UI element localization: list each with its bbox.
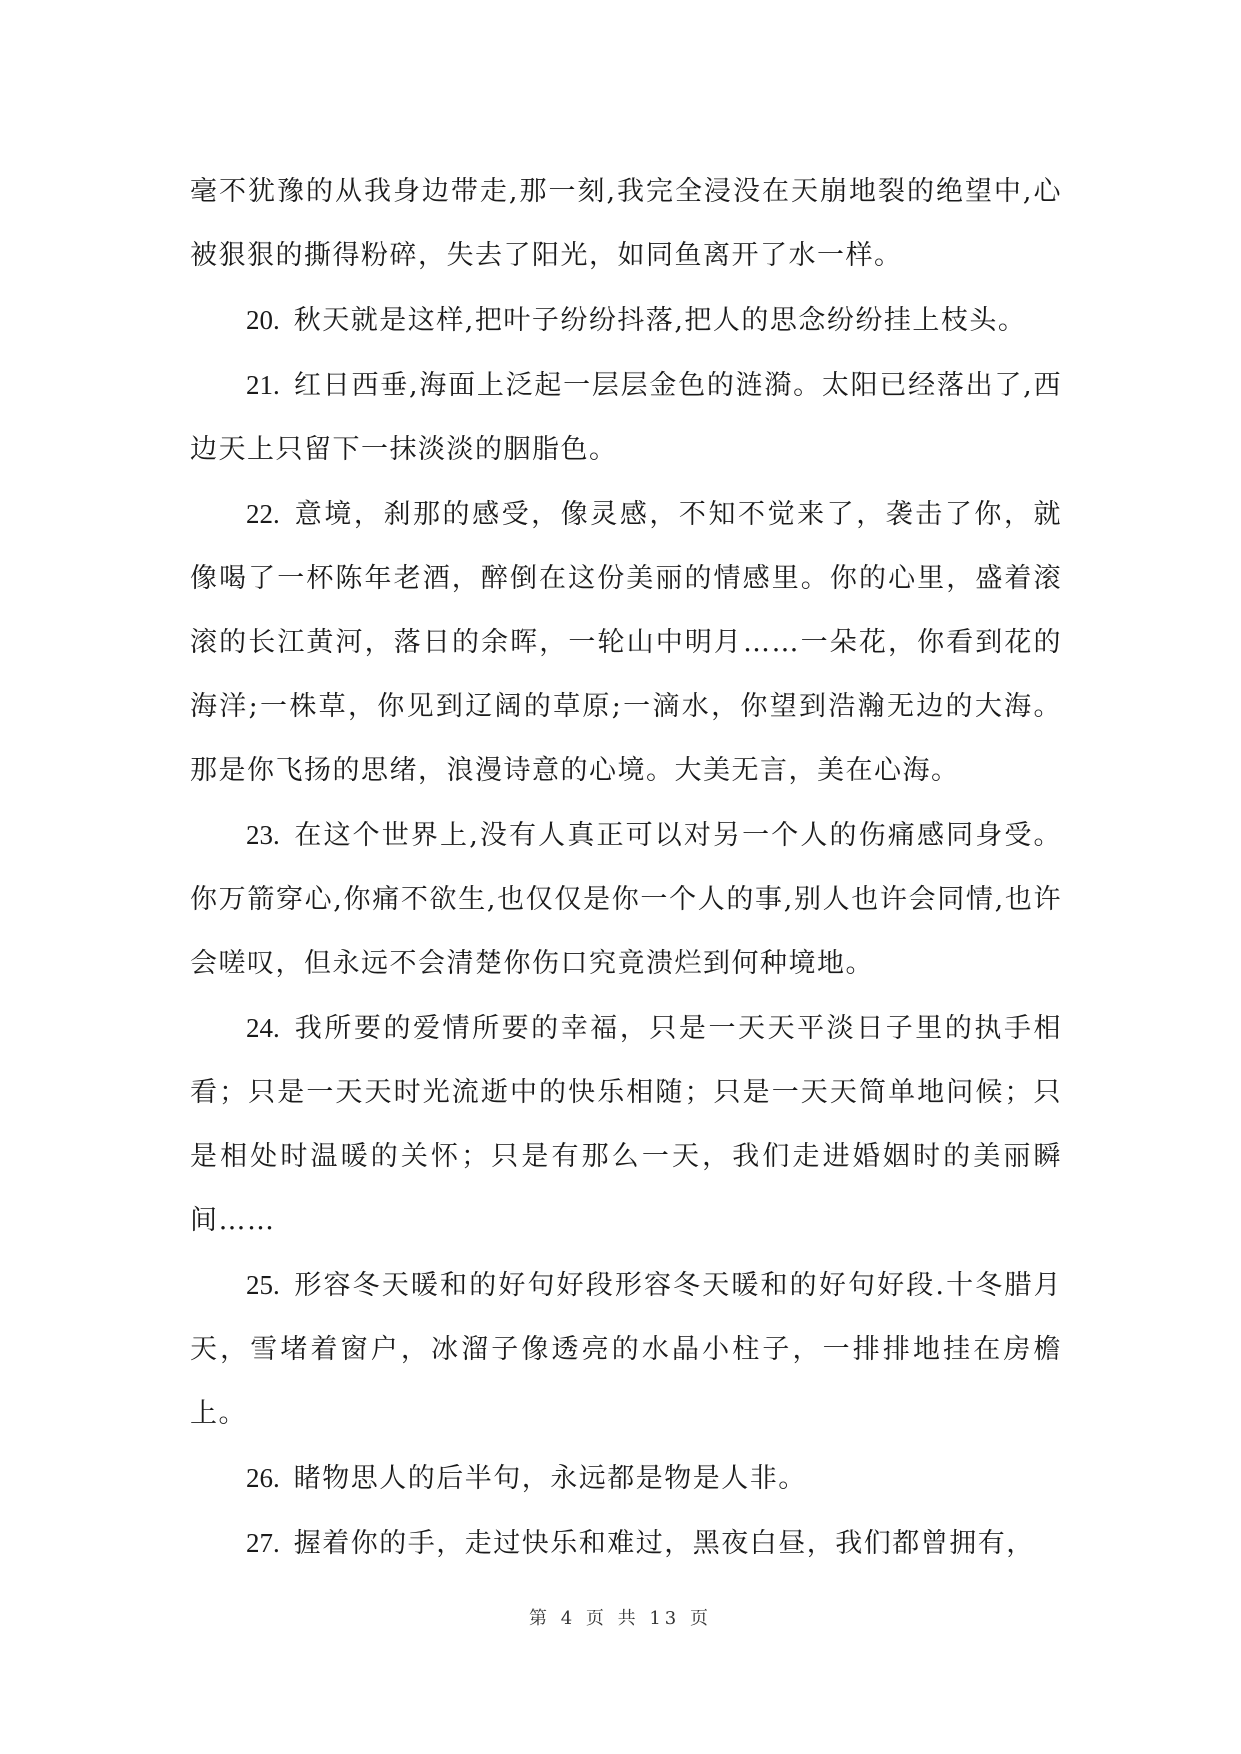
- paragraph-number: 23.: [246, 820, 280, 850]
- paragraph-number: 26.: [246, 1463, 280, 1493]
- paragraph-number: 27.: [246, 1528, 280, 1558]
- paragraph-text: 秋天就是这样,把叶子纷纷抖落,把人的思念纷纷挂上枝头。: [293, 305, 1027, 336]
- paragraph-text: 形容冬天暖和的好句好段形容冬天暖和的好句好段.十冬腊月天，雪堵着窗户，冰溜子像透亮的水晶小柱子，一排排地挂在房檐上。: [190, 1270, 1062, 1429]
- page-footer: 第 4 页 共 13 页: [529, 1608, 712, 1629]
- paragraph-text: 红日西垂,海面上泛起一层层金色的涟漪。太阳已经落出了,西边天上只留下一抹淡淡的胭脂色。: [190, 370, 1062, 465]
- paragraph-23: [190, 803, 1062, 996]
- paragraph-number: 21.: [246, 370, 280, 400]
- paragraph-number: 20.: [246, 305, 280, 335]
- paragraph-text: 意境，刹那的感受，像灵感，不知不觉来了，袭击了你，就像喝了一杯陈年老酒，醉倒在这份美丽的情感里。你的心里，盛着滚滚的长江黄河，落日的余晖，一轮山中明月……一朵花，你看到花的海洋;一株草，你见到辽阔的草原;一滴水，你望到浩瀚无边的大海。那是你飞扬的思绪，浪漫诗意的心境。大美无言，美在心海。: [190, 499, 1062, 786]
- paragraph-number: 24.: [246, 1013, 280, 1043]
- paragraph-text: 我所要的爱情所要的幸福，只是一天天平淡日子里的执手相看；只是一天天时光流逝中的快乐相随；只是一天天简单地问候；只是相处时温暖的关怀；只是有那么一天，我们走进婚姻时的美丽瞬间……: [190, 1013, 1062, 1236]
- paragraph-text: 毫不犹豫的从我身边带走,那一刻,我完全浸没在天崩地裂的绝望中,心被狠狠的撕得粉碎，失去了阳光，如同鱼离开了水一样。: [190, 176, 1062, 271]
- paragraph-21: [190, 353, 1062, 482]
- paragraph-20: [190, 288, 1062, 353]
- paragraph-22: [190, 482, 1062, 803]
- paragraph-text: 在这个世界上,没有人真正可以对另一个人的伤痛感同身受。你万箭穿心,你痛不欲生,也仅仅是你一个人的事,别人也许会同情,也许会嗟叹，但永远不会清楚你伤口究竟溃烂到何种境地。: [190, 820, 1062, 979]
- paragraph-number: 25.: [246, 1270, 280, 1300]
- paragraph-26: [190, 1446, 1062, 1511]
- paragraph-24: [190, 996, 1062, 1253]
- paragraph-text: 握着你的手，走过快乐和难过，黑夜白昼，我们都曾拥有，: [293, 1528, 1035, 1559]
- paragraph-text: 睹物思人的后半句，永远都是物是人非。: [293, 1463, 807, 1494]
- paragraph-continued: [190, 160, 1062, 288]
- page-content: [190, 160, 1062, 1576]
- paragraph-27: [190, 1511, 1062, 1576]
- paragraph-number: 22.: [246, 499, 280, 529]
- paragraph-25: [190, 1253, 1062, 1446]
